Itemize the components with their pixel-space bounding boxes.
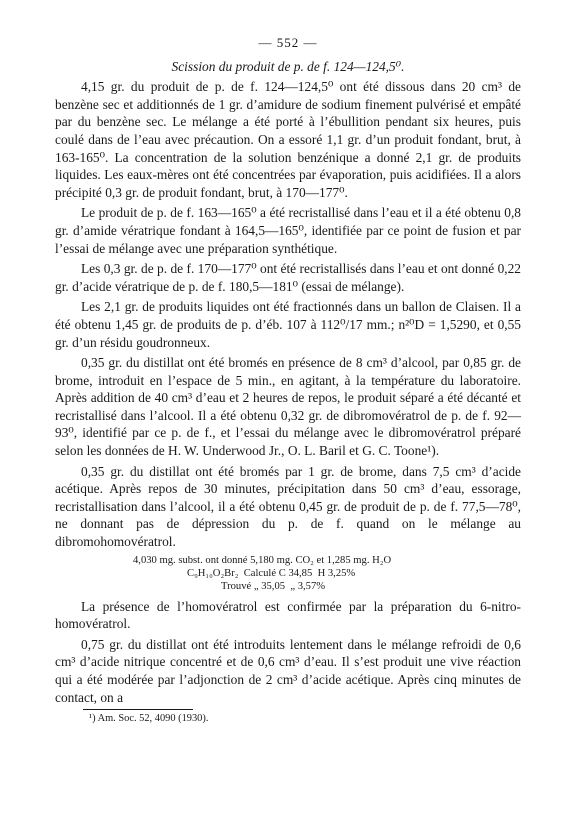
- section-title: Scission du produit de p. de f. 124—124,5⁰.: [171, 58, 405, 74]
- paragraph: 0,35 gr. du distillat ont été bromés par 1 gr. de brome, dans 7,5 cm³ d’acide acétique. Après repos de 30 minutes, précipitation dans 50 cm³ d’eau, essorage, recristallisation dans l’alcool, il a été obtenu 0,45 gr. de produit de p. de f. 77,5—78⁰, ne donnant pas de dépression du p. de f. quand on le mélange au dibromohomovératrol.: [55, 463, 521, 550]
- analysis-line: Trouvé „ 35,05 „ 3,57%: [221, 580, 326, 592]
- paragraph: Le produit de p. de f. 163—165⁰ a été recristallisé dans l’eau et il a été obtenu 0,8 gr. d’amide vératrique fondant à 164,5—165⁰, identifiée par ce point de fusion et par l’essai de mélange avec une préparation synthétique.: [55, 205, 521, 256]
- analysis-line: C₉H₁₀O₂Br₂ Calculé C 34,85 H 3,25%: [187, 567, 356, 579]
- elemental-analysis: [55, 554, 521, 593]
- paragraph: 4,15 gr. du produit de p. de f. 124—124,5⁰ ont été dissous dans 20 cm³ de benzène sec et additionnés de 1 gr. d’amidure de sodium finement pulvérisé et empâté par du benzène sec. Le mélange a été porté à l’ébullition pendant six heures, puis coulé dans de l’eau avec précaution. On a essoré 1,1 gr. d’un produit fondant, brut, à 163-165⁰. La concentration de la solution benzénique a donné 2,1 gr. de produits liquides. Les eaux-mères ont été concentrées par évaporation, puis acidifiées. Il a alors précipité 0,3 gr. de produit fondant, brut, à 170—177⁰.: [55, 79, 521, 200]
- paragraph: Les 2,1 gr. de produits liquides ont été fractionnés dans un ballon de Claisen. Il a été obtenu 1,45 gr. de produits de p. d’éb. 107 à 112⁰/17 mm.; n²⁰D = 1,5290, et 0,55 gr. d’un résidu goudronneux.: [55, 299, 521, 350]
- analysis-line: 4,030 mg. subst. ont donné 5,180 mg. CO₂ et 1,285 mg. H₂O: [133, 554, 392, 566]
- footnote-divider: [83, 709, 193, 710]
- paragraph: 0,75 gr. du distillat ont été introduits lentement dans le mélange refroidi de 0,6 cm³ d’acide nitrique concentré et de 0,6 cm³ d’eau. Il s’est produit une vive réaction qui a été modérée par l’adjonction de 2 cm³ d’acide acétique. Après cinq minutes de contact, on a: [55, 636, 521, 705]
- page-number: — 552 —: [258, 35, 318, 50]
- footnote: ¹) Am. Soc. 52, 4090 (1930).: [89, 713, 209, 725]
- paragraph: Les 0,3 gr. de p. de f. 170—177⁰ ont été recristallisés dans l’eau et ont donné 0,22 gr. d’acide vératrique de p. de f. 180,5—181⁰ (essai de mélange).: [55, 261, 521, 294]
- paragraph: La présence de l’homovératrol est confirmée par la préparation du 6-nitro-homovératrol.: [55, 598, 521, 632]
- paragraph: 0,35 gr. du distillat ont été bromés en présence de 8 cm³ d’alcool, par 0,85 gr. de brome, introduit en l’espace de 5 min., en agitant, à la température du laboratoire. Après addition de 40 cm³ d’eau et 2 heures de repos, le produit séparé a été décanté et recristallisé dans l’alcool. Il a été obtenu 0,32 gr. de dibromovératrol de p. de f. 92—93⁰, identifié par ce p. de f., et l’essai du mélange avec le dibromovératrol préparé selon les données de H. W. Underwood Jr., O. L. Baril et G. C. Toone¹).: [55, 355, 521, 459]
